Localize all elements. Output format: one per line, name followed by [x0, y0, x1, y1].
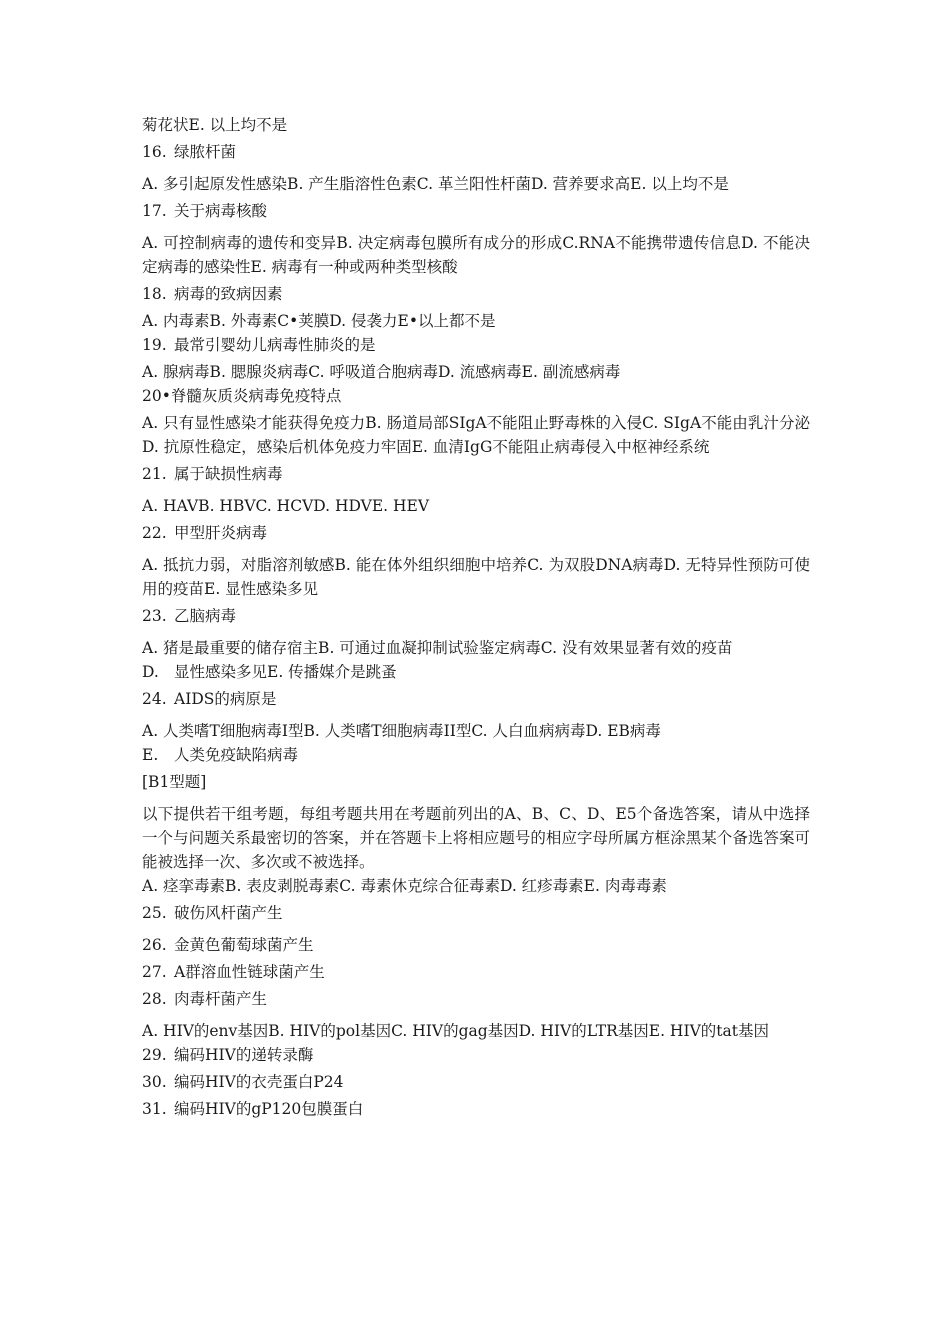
question-17 — [142, 199, 810, 223]
options-24: A. 人类嗜T细胞病毒Ⅰ型B. 人类嗜T细胞病毒II型C. 人白血病病毒D. EB病毒 — [142, 722, 661, 740]
question-25 — [142, 901, 810, 925]
option-line: 菊花状E. 以上均不是 — [142, 116, 288, 134]
question-text: 乙脑病毒 — [174, 607, 237, 625]
question-number: 21. — [142, 465, 167, 483]
question-text: 肉毒杆菌产生 — [174, 990, 268, 1008]
question-number: 25. — [142, 904, 167, 922]
options-21: A. HAVB. HBVC. HCVD. HDVE. HEV — [142, 497, 430, 515]
question-27 — [142, 960, 810, 984]
section-instructions: 以下提供若干组考题，每组考题共用在考题前列出的A、B、C、D、E5个备选答案，请从中选择一个与问题关系最密切的答案，并在答题卡上将相应题号的相应字母所属方框涂黑某个备选答案可能被选择一次、多次或不被选择。 — [142, 805, 810, 871]
question-text: 编码HIV的gP120包膜蛋白 — [174, 1100, 364, 1118]
question-16 — [142, 140, 810, 164]
options-22: A. 抵抗力弱，对脂溶剂敏感B. 能在体外组织细胞中培养C. 为双股DNA病毒D. 无特异性预防可使用的疫苗E. 显性感染多见 — [142, 556, 810, 598]
options-23-cont: D. 显性感染多见E. 传播媒介是跳蚤 — [142, 660, 810, 684]
question-number: 26. — [142, 936, 167, 954]
question-30 — [142, 1070, 810, 1094]
question-text: 破伤风杆菌产生 — [174, 904, 283, 922]
question-number: 16. — [142, 143, 167, 161]
question-number: 29. — [142, 1046, 167, 1064]
question-number: 18. — [142, 285, 167, 303]
question-number: 28. — [142, 990, 167, 1008]
options-29-31: A. HIV的env基因B. HIV的pol基因C. HIV的gag基因D. HIV的LTR基因E. HIV的tat基因 — [142, 1022, 769, 1040]
options-17: A. 可控制病毒的遗传和变异B. 决定病毒包膜所有成分的形成C.RNA不能携带遗传信息D. 不能决定病毒的感染性E. 病毒有一种或两种类型核酸 — [142, 234, 810, 276]
question-text: 属于缺损性病毒 — [174, 465, 283, 483]
question-26 — [142, 933, 810, 957]
question-text: A群溶血性链球菌产生 — [174, 963, 325, 981]
question-29 — [142, 1043, 810, 1067]
question-text: 甲型肝炎病毒 — [174, 524, 268, 542]
question-28 — [142, 987, 810, 1011]
question-text: 绿脓杆菌 — [174, 143, 237, 161]
options-24-cont: E. 人类免疫缺陷病毒 — [142, 743, 810, 767]
question-19 — [142, 333, 810, 357]
option-letter: D. — [142, 663, 159, 681]
options-23: A. 猪是最重要的储存宿主B. 可通过血凝抑制试验鉴定病毒C. 没有效果显著有效的疫苗 — [142, 639, 733, 657]
question-number: 31. — [142, 1100, 167, 1118]
question-18 — [142, 282, 810, 306]
question-number: 27. — [142, 963, 167, 981]
question-text: 最常引婴幼儿病毒性肺炎的是 — [174, 336, 376, 354]
options-25-28: A. 痉挛毒素B. 表皮剥脱毒素C. 毒素休克综合征毒素D. 红疹毒素E. 肉毒毒素 — [142, 877, 667, 895]
options-19: A. 腺病毒B. 腮腺炎病毒C. 呼吸道合胞病毒D. 流感病毒E. 副流感病毒 — [142, 363, 621, 381]
options-18: A. 内毒素B. 外毒素C•荚膜D. 侵袭力E•以上都不是 — [142, 312, 496, 330]
question-text: 病毒的致病因素 — [174, 285, 283, 303]
options-20: A. 只有显性感染才能获得免疫力B. 肠道局部SIgA不能阻止野毒株的入侵C. SIgA不能由乳汁分泌D. 抗原性稳定，感染后机体免疫力牢固E. 血清IgG不能阻止病毒侵入中枢神经系统 — [142, 414, 810, 456]
question-text: 金黄色葡萄球菌产生 — [174, 936, 314, 954]
question-20: 20•脊髓灰质炎病毒免疫特点 — [142, 387, 342, 405]
document-body — [142, 113, 810, 1121]
question-number: 23. — [142, 607, 167, 625]
question-text: 编码HIV的衣壳蛋白P24 — [174, 1073, 344, 1091]
question-number: 19. — [142, 336, 167, 354]
section-heading: [B1型题] — [142, 773, 207, 791]
option-letter: E. — [142, 746, 159, 764]
question-text: AIDS的病原是 — [174, 690, 277, 708]
question-number: 30. — [142, 1073, 167, 1091]
question-text: 关于病毒核酸 — [174, 202, 268, 220]
options-16: A. 多引起原发性感染B. 产生脂溶性色素C. 革兰阳性杆菌D. 营养要求高E. 以上均不是 — [142, 175, 729, 193]
question-24 — [142, 687, 810, 711]
question-text: 编码HIV的递转录酶 — [174, 1046, 314, 1064]
question-23 — [142, 604, 810, 628]
question-number: 24. — [142, 690, 167, 708]
question-22 — [142, 521, 810, 545]
question-number: 22. — [142, 524, 167, 542]
question-21 — [142, 462, 810, 486]
question-31 — [142, 1097, 810, 1121]
question-number: 17. — [142, 202, 167, 220]
